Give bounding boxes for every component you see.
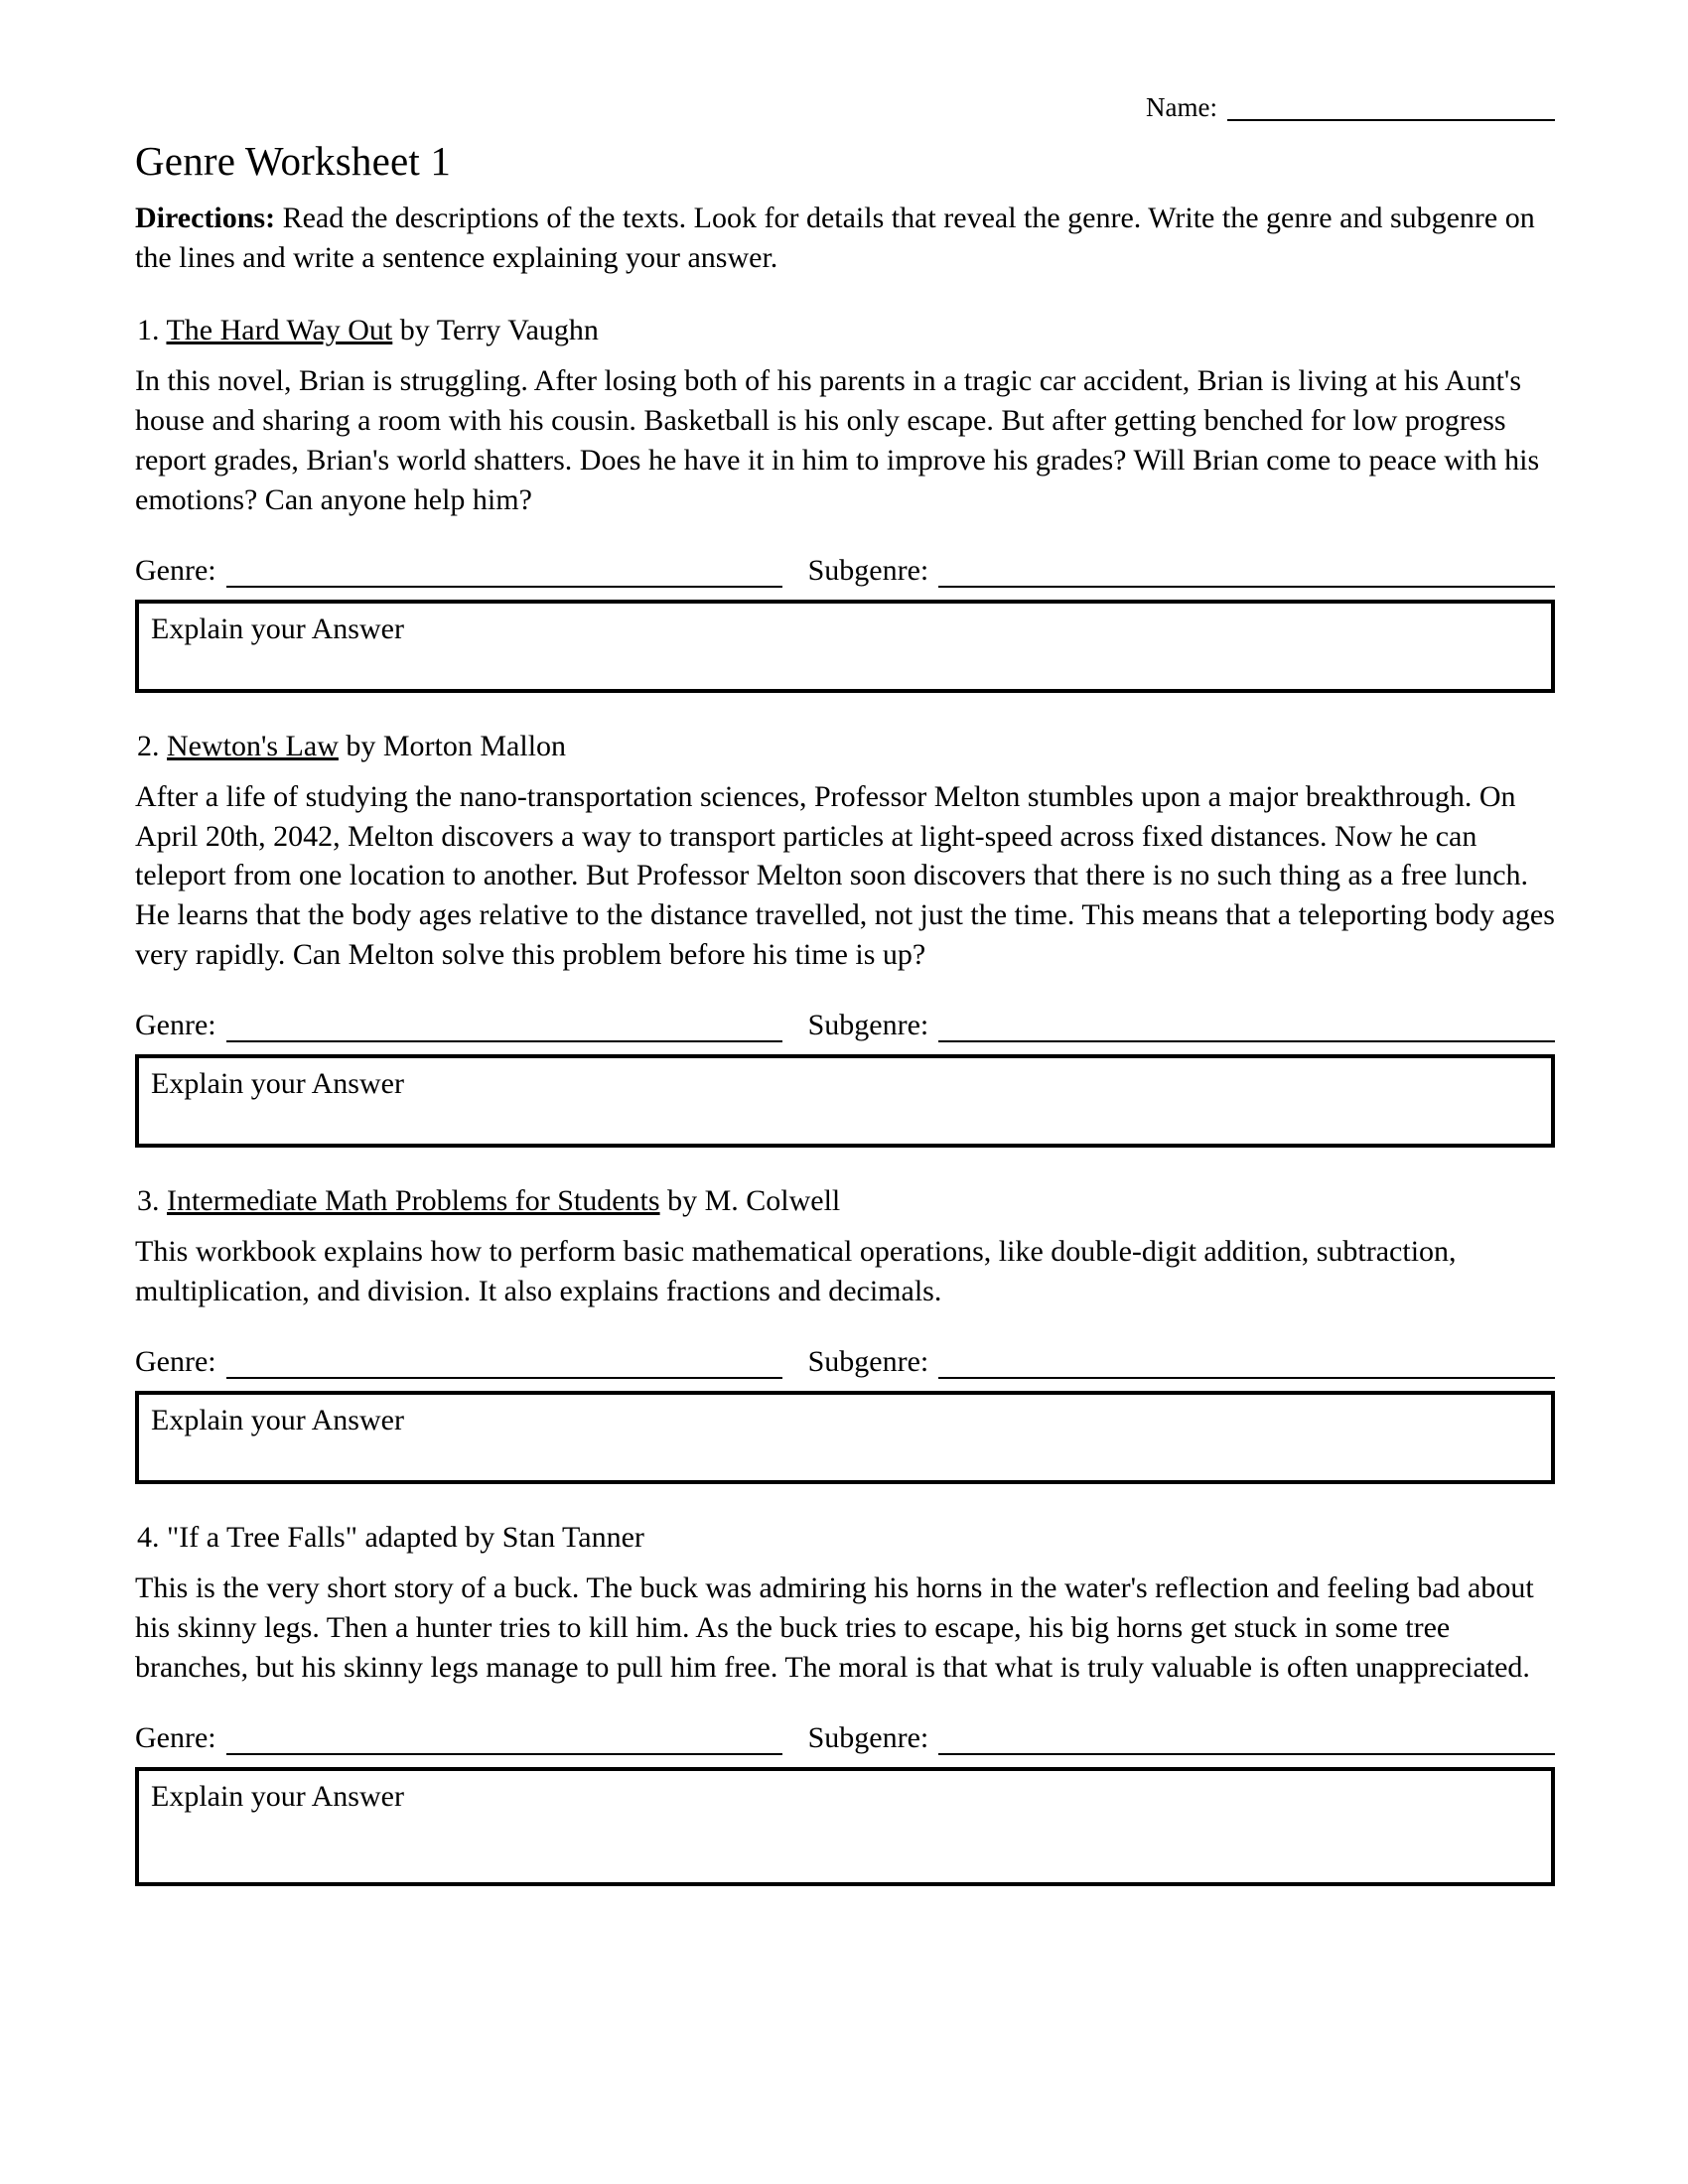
item-2-fill-row	[135, 1005, 1555, 1042]
name-label: Name:	[1146, 92, 1217, 122]
item-3-subgenre-input[interactable]	[938, 1347, 1555, 1379]
page-title: Genre Worksheet 1	[135, 138, 452, 184]
name-input-line[interactable]	[1227, 93, 1555, 121]
item-2-number: 2.	[137, 729, 160, 762]
item-4-fill-row	[135, 1717, 1555, 1755]
item-4-number: 4.	[137, 1520, 160, 1554]
item-1-explain-box[interactable]	[135, 600, 1555, 693]
item-4-subgenre-input[interactable]	[938, 1723, 1555, 1755]
worksheet-item-3	[135, 1181, 1555, 1484]
item-2-genre-label: Genre:	[135, 1009, 216, 1042]
item-1-description: In this novel, Brian is struggling. After losing both of his parents in a tragic car accident, Brian is living at his Aunt's house and sharing a room with his cousin. Basketball is his only escape. But after getting benched for low progress report grades, Brian's world shatters. Does he have it in him to improve his grades? Will Brian come to peace with his emotions? Can anyone help him?	[135, 364, 1540, 516]
item-2-genre-input[interactable]	[226, 1011, 782, 1042]
item-2-description: After a life of studying the nano-transportation sciences, Professor Melton stumbles upon a major breakthrough. On April 20th, 2042, Melton discovers a way to transport particles at light-speed across fixed distances. Now he can teleport from one location to another. But Professor Melton soon discovers that there is no such thing as a free lunch. He learns that the body ages relative to the distance travelled, not just the time. This means that a teleporting body ages very rapidly. Can Melton solve this problem before his time is up?	[135, 779, 1555, 972]
item-1-subgenre-label: Subgenre:	[807, 553, 929, 587]
item-4-byline: adapted by Stan Tanner	[356, 1520, 644, 1554]
item-2-title: Newton's Law	[167, 729, 339, 762]
name-field-row	[135, 0, 1555, 121]
worksheet-item-1	[135, 311, 1555, 693]
item-4-genre-input[interactable]	[226, 1723, 782, 1755]
item-1-fill-row	[135, 550, 1555, 588]
item-3-explain-box[interactable]	[135, 1391, 1555, 1484]
item-2-explain-label: Explain your Answer	[151, 1067, 404, 1101]
directions-label: Directions:	[135, 201, 276, 234]
item-3-number: 3.	[137, 1184, 160, 1218]
item-3-byline: by M. Colwell	[659, 1184, 841, 1218]
item-4-subgenre-label: Subgenre:	[807, 1720, 929, 1754]
item-1-explain-label: Explain your Answer	[151, 612, 404, 645]
item-3-heading	[137, 1181, 1555, 1220]
item-1-genre-input[interactable]	[226, 556, 782, 588]
item-4-explain-box[interactable]	[135, 1767, 1555, 1886]
item-1-title: The Hard Way Out	[166, 314, 393, 347]
item-1-heading	[137, 311, 1555, 349]
item-4-heading	[137, 1518, 1555, 1557]
item-4-description: This is the very short story of a buck. The buck was admiring his horns in the water's reflection and feeling bad about his skinny legs. Then a hunter tries to kill him. As the buck tries to escape, his big horns get stuck in some tree branches, but his skinny legs manage to pull him free. The moral is that what is truly valuable is often unappreciated.	[135, 1570, 1534, 1684]
item-2-heading	[137, 727, 1555, 765]
item-4-title: "If a Tree Falls"	[167, 1520, 357, 1554]
item-1-subgenre-input[interactable]	[938, 556, 1555, 588]
worksheet-item-4	[135, 1518, 1555, 1886]
item-3-genre-input[interactable]	[226, 1347, 782, 1379]
directions-paragraph	[135, 199, 1555, 277]
item-4-genre-label: Genre:	[135, 1720, 216, 1754]
item-1-genre-label: Genre:	[135, 553, 216, 587]
item-2-subgenre-label: Subgenre:	[807, 1009, 929, 1042]
item-1-byline: by Terry Vaughn	[392, 314, 599, 347]
item-2-byline: by Morton Mallon	[338, 729, 567, 762]
item-1-number: 1.	[137, 314, 160, 347]
item-3-genre-label: Genre:	[135, 1344, 216, 1378]
item-3-description: This workbook explains how to perform basic mathematical operations, like double-digit addition, subtraction, multiplication, and division. It also explains fractions and decimals.	[135, 1235, 1457, 1307]
directions-text: Read the descriptions of the texts. Look for details that reveal the genre. Write the genre and subgenre on the lines and write a sentence explaining your answer.	[135, 201, 1535, 274]
item-3-explain-label: Explain your Answer	[151, 1403, 404, 1436]
item-3-subgenre-label: Subgenre:	[807, 1344, 929, 1378]
worksheet-item-2	[135, 727, 1555, 1148]
item-4-explain-label: Explain your Answer	[151, 1779, 404, 1813]
item-3-fill-row	[135, 1341, 1555, 1379]
worksheet-content	[135, 0, 1555, 1886]
item-2-subgenre-input[interactable]	[938, 1011, 1555, 1042]
item-2-explain-box[interactable]	[135, 1054, 1555, 1148]
item-3-title: Intermediate Math Problems for Students	[167, 1184, 660, 1218]
